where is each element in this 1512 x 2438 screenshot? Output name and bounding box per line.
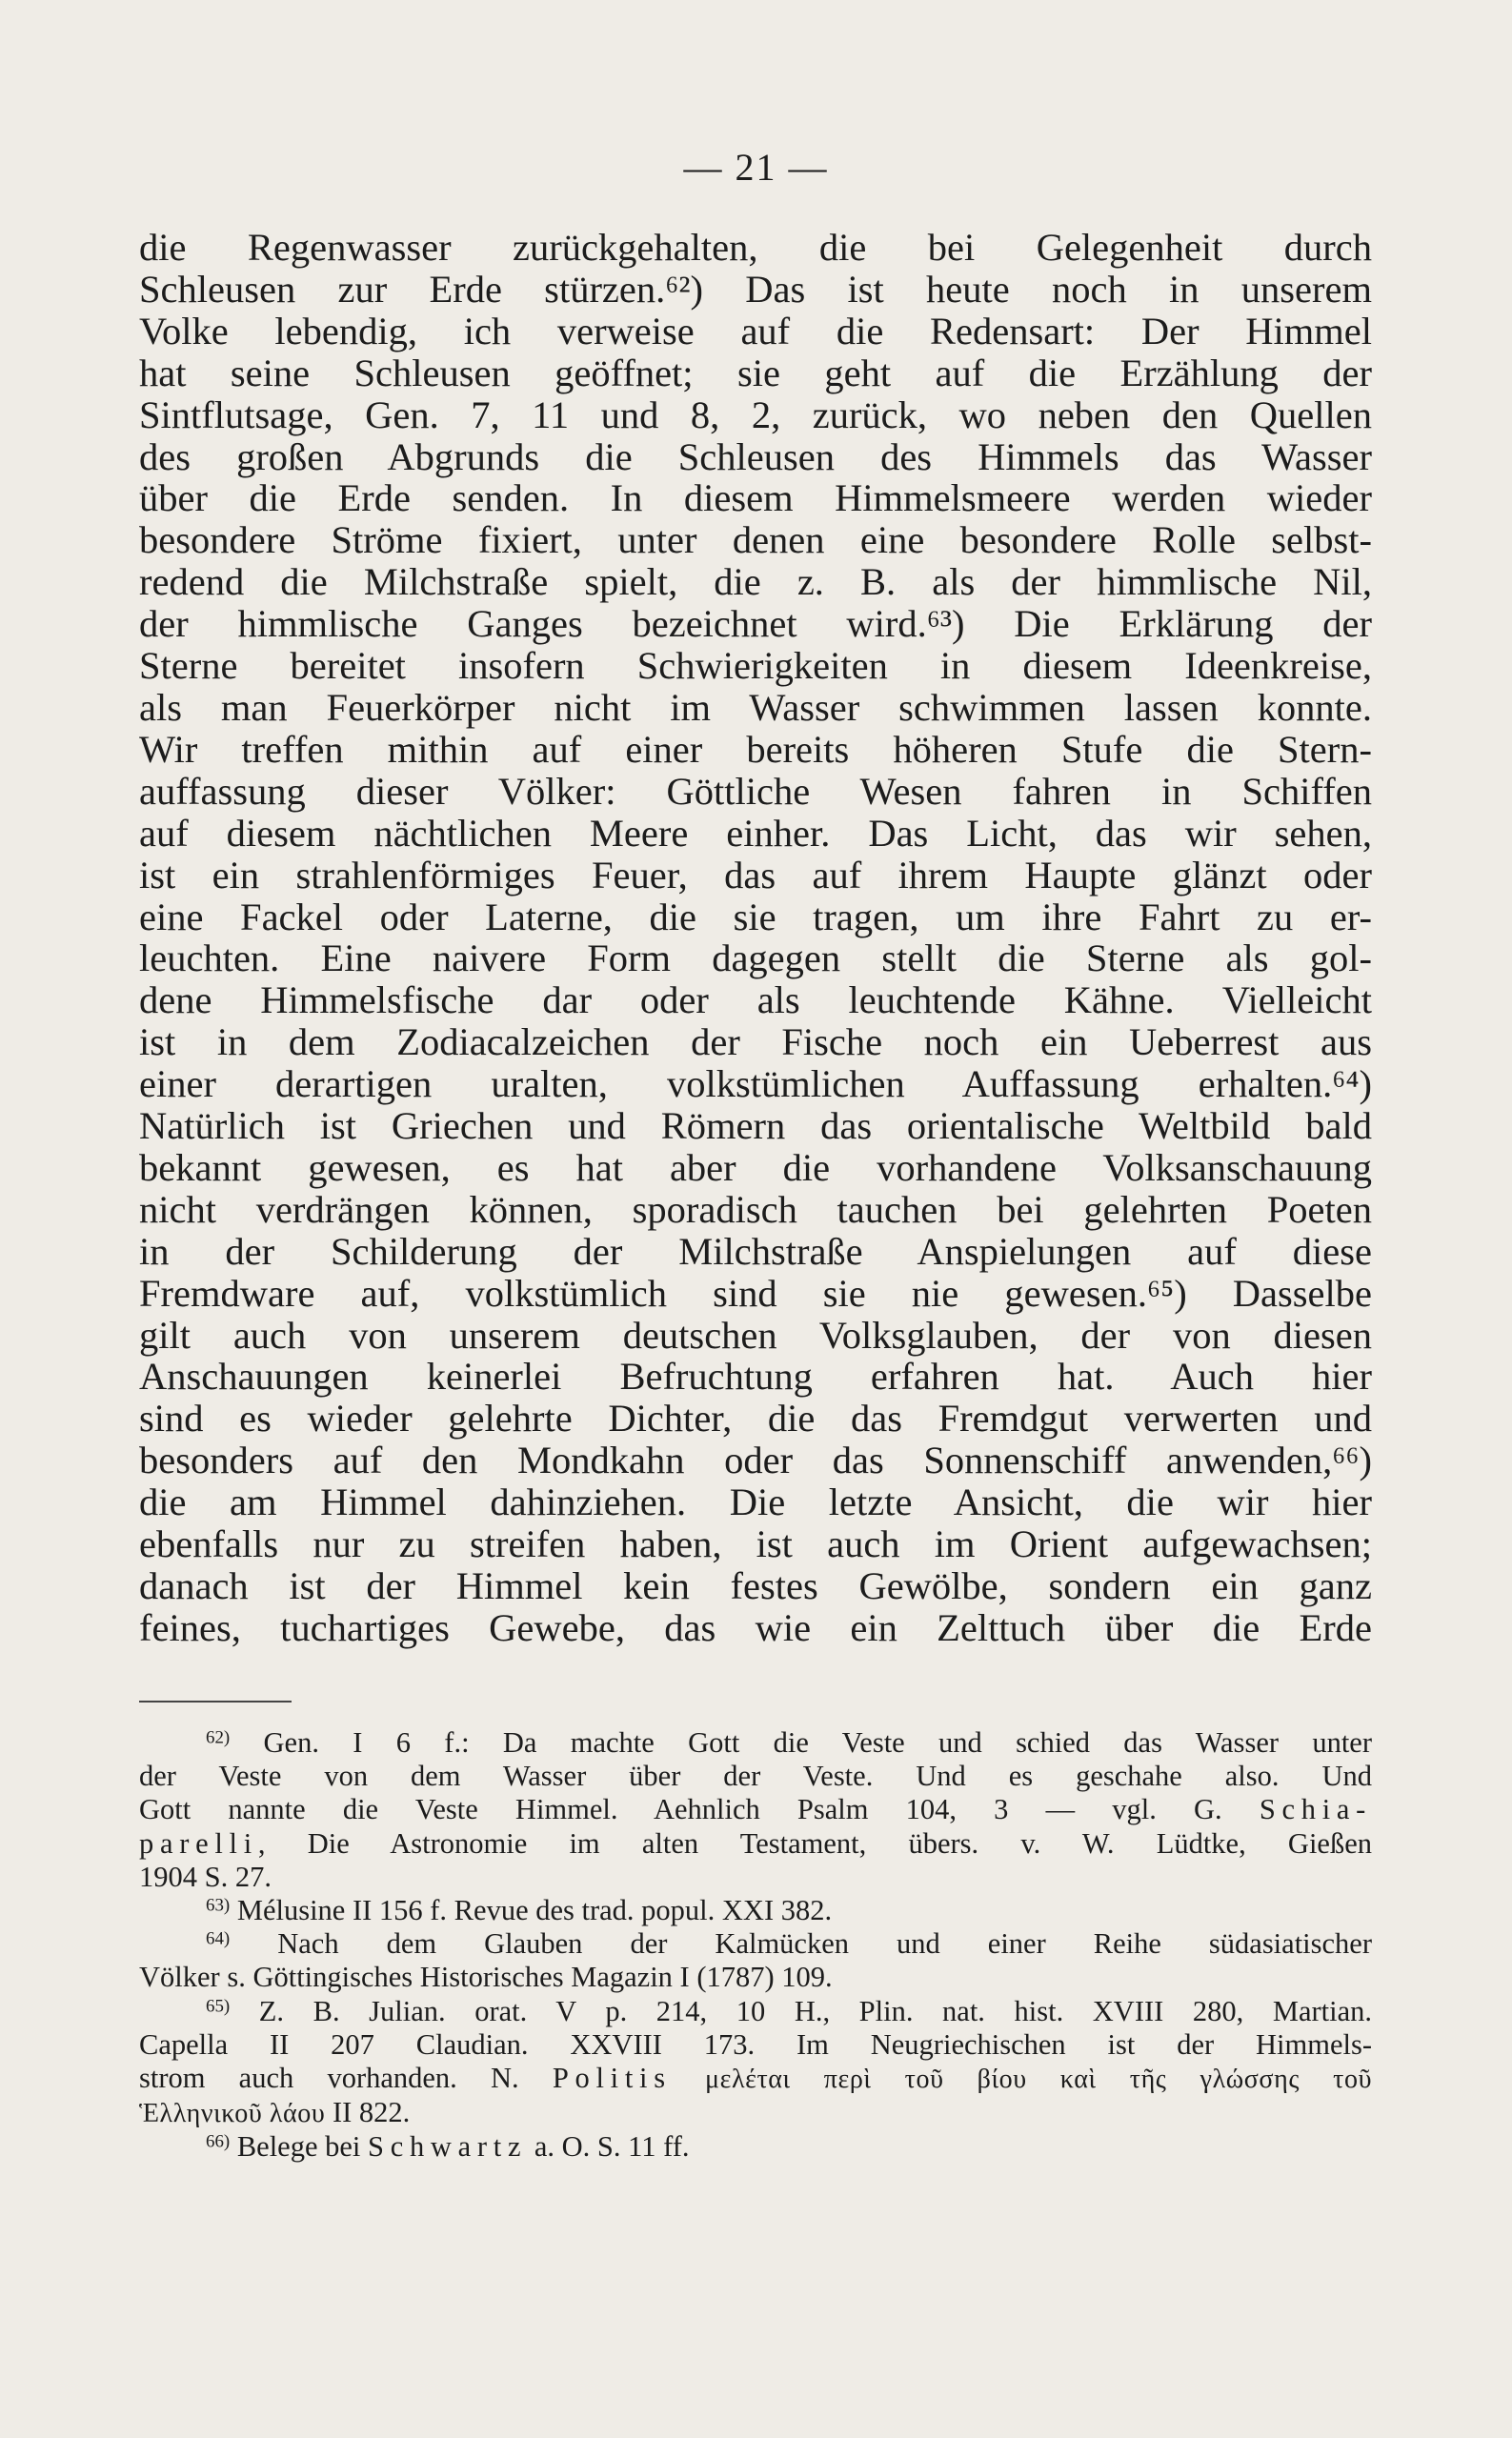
footnotes — [139, 1726, 1372, 2165]
footnote-63 — [139, 1894, 1372, 1927]
text-line: eine Fackel oder Laterne, die sie tragen, um ihre Fahrt zu er- — [139, 895, 1372, 938]
text-line: feines, tuchartiges Gewebe, das wie ein Zelttuch über die Erde — [139, 1605, 1372, 1649]
footnote-mark: 65) — [206, 1996, 231, 2017]
footnote-mark: 66) — [206, 2131, 231, 2152]
text-line: nicht verdrängen können, sporadisch tauchen bei gelehrten Poeten — [139, 1187, 1372, 1231]
footnote-text: a. O. S. 11 ff. — [534, 2130, 690, 2164]
footnote-text: Z. B. Julian. orat. V p. 214, 10 H., Plin. nat. hist. XVIII 280, Martian. — [258, 1994, 1372, 2027]
text-line: hat seine Schleusen geöffnet; sie geht auf die Erzählung der — [139, 351, 1372, 394]
greek-title: Ἑλληνικοῦ λάου — [139, 2099, 326, 2129]
text-line: redend die Milchstraße spielt, die z. B. als der himmlische Nil, — [139, 560, 1372, 604]
author-name: Schia- — [1259, 1793, 1372, 1826]
footnote-66 — [139, 2130, 1372, 2164]
footnote-text: II 822. — [332, 2096, 411, 2129]
author-name: Politis — [552, 2062, 672, 2095]
text-line: Fremdware auf, volkstümlich sind sie nie gewesen.⁶⁵) Dasselbe — [139, 1271, 1372, 1315]
footnote-65 — [139, 1995, 1372, 2028]
footnote-text: Belege bei — [236, 2130, 361, 2164]
footnote-text: strom auch vorhanden. N. — [139, 2062, 519, 2095]
footnote-mark: 63) — [206, 1895, 231, 1916]
footnote-mark: 64) — [206, 1928, 231, 1949]
text-line: gilt auch von unserem deutschen Volksglauben, der von diesen — [139, 1313, 1372, 1357]
footnote-line — [139, 2062, 1372, 2096]
page-number: — 21 — — [683, 146, 829, 189]
footnote-text: Mélusine II 156 f. Revue des trad. popul. XXI 382. — [236, 1894, 833, 1927]
text-line: ebenfalls nur zu streifen haben, ist auch im Orient aufgewachsen; — [139, 1522, 1372, 1566]
footnote-line — [139, 1827, 1372, 1861]
text-line: über die Erde senden. In diesem Himmelsmeere werden wieder — [139, 476, 1372, 520]
footnote-text: , Die Astronomie im alten Testament, übers. v. W. Lüdtke, Gießen — [257, 1826, 1372, 1860]
text-line: Sintflutsage, Gen. 7, 11 und 8, 2, zurück, wo neben den Quellen — [139, 393, 1372, 436]
footnote-line: Capella II 207 Claudian. XXVIII 173. Im Neugriechischen ist der Himmels- — [139, 2027, 1372, 2061]
footnote-rule — [139, 1701, 292, 1703]
footnote-line — [139, 2096, 1372, 2130]
text-line: leuchten. Eine naivere Form dagegen stellt die Sterne als gol- — [139, 937, 1372, 980]
footnote-text: Gott nannte die Veste Himmel. Aehnlich Psalm 104, 3 — vgl. G. — [139, 1793, 1222, 1826]
text-line: bekannt gewesen, es hat aber die vorhandene Volksanschauung — [139, 1145, 1372, 1189]
text-line: die am Himmel dahinziehen. Die letzte Ansicht, die wir hier — [139, 1481, 1372, 1524]
text-line: besondere Ströme fixiert, unter denen eine besondere Rolle selbst- — [139, 518, 1372, 562]
footnote-text: Nach dem Glauben der Kalmücken und einer Reihe südasiatischer — [277, 1927, 1372, 1961]
footnote-line — [139, 1793, 1372, 1826]
text-line: Schleusen zur Erde stürzen.⁶²) Das ist heute noch in unserem — [139, 267, 1372, 311]
footnote-62 — [139, 1726, 1372, 1760]
text-line: Wir treffen mithin auf einer bereits höheren Stufe die Stern- — [139, 727, 1372, 771]
text-line: sind es wieder gelehrte Dichter, die das Fremdgut verwerten und — [139, 1397, 1372, 1441]
text-line: Natürlich ist Griechen und Römern das orientalische Weltbild bald — [139, 1104, 1372, 1148]
main-text — [139, 227, 1372, 1649]
footnote-64 — [139, 1927, 1372, 1961]
footnote-text: Gen. I 6 f.: Da machte Gott die Veste und schied das Wasser unter — [263, 1726, 1372, 1759]
text-line: ist ein strahlenförmiges Feuer, das auf ihrem Haupte glänzt oder — [139, 853, 1372, 897]
text-line: danach ist der Himmel kein festes Gewölbe, sondern ein ganz — [139, 1564, 1372, 1607]
greek-title: μελέται περὶ τοῦ βίου καὶ τῆς γλώσσης τοῦ — [705, 2065, 1373, 2095]
text-line: auffassung dieser Völker: Göttliche Wesen fahren in Schiffen — [139, 769, 1372, 813]
text-line: Volke lebendig, ich verweise auf die Redensart: Der Himmel — [139, 309, 1372, 353]
footnote-line: 1904 S. 27. — [139, 1860, 272, 1893]
text-line: einer derartigen uralten, volkstümlichen Auffassung erhalten.⁶⁴) — [139, 1062, 1372, 1106]
text-line: ist in dem Zodiacalzeichen der Fische noch ein Ueberrest aus — [139, 1020, 1372, 1064]
footnote-line: Völker s. Göttingisches Historisches Magazin I (1787) 109. — [139, 1961, 833, 1994]
text-line: der himmlische Ganges bezeichnet wird.⁶³) Die Erklärung der — [139, 602, 1372, 646]
text-line: in der Schilderung der Milchstraße Anspielungen auf diese — [139, 1229, 1372, 1273]
text-line: die Regenwasser zurückgehalten, die bei Gelegenheit durch — [139, 226, 1372, 269]
text-line: als man Feuerkörper nicht im Wasser schwimmen lassen konnte. — [139, 685, 1372, 729]
text-line: des großen Abgrunds die Schleusen des Himmels das Wasser — [139, 434, 1372, 478]
text-line: Anschauungen keinerlei Befruchtung erfahren hat. Auch hier — [139, 1355, 1372, 1399]
text-line: dene Himmelsfische dar oder als leuchtende Kähne. Vielleicht — [139, 978, 1372, 1022]
text-line: auf diesem nächtlichen Meere einher. Das Licht, das wir sehen, — [139, 811, 1372, 855]
footnote-line: der Veste von dem Wasser über der Veste. Und es geschahe also. Und — [139, 1760, 1372, 1793]
text-line: Sterne bereitet insofern Schwierigkeiten in diesem Ideenkreise, — [139, 644, 1372, 688]
footnote-mark: 62) — [206, 1727, 231, 1748]
author-name: parelli — [139, 1826, 258, 1860]
text-line: besonders auf den Mondkahn oder das Sonnenschiff anwenden,⁶⁶) — [139, 1439, 1372, 1482]
author-name: Schwartz — [368, 2130, 528, 2164]
